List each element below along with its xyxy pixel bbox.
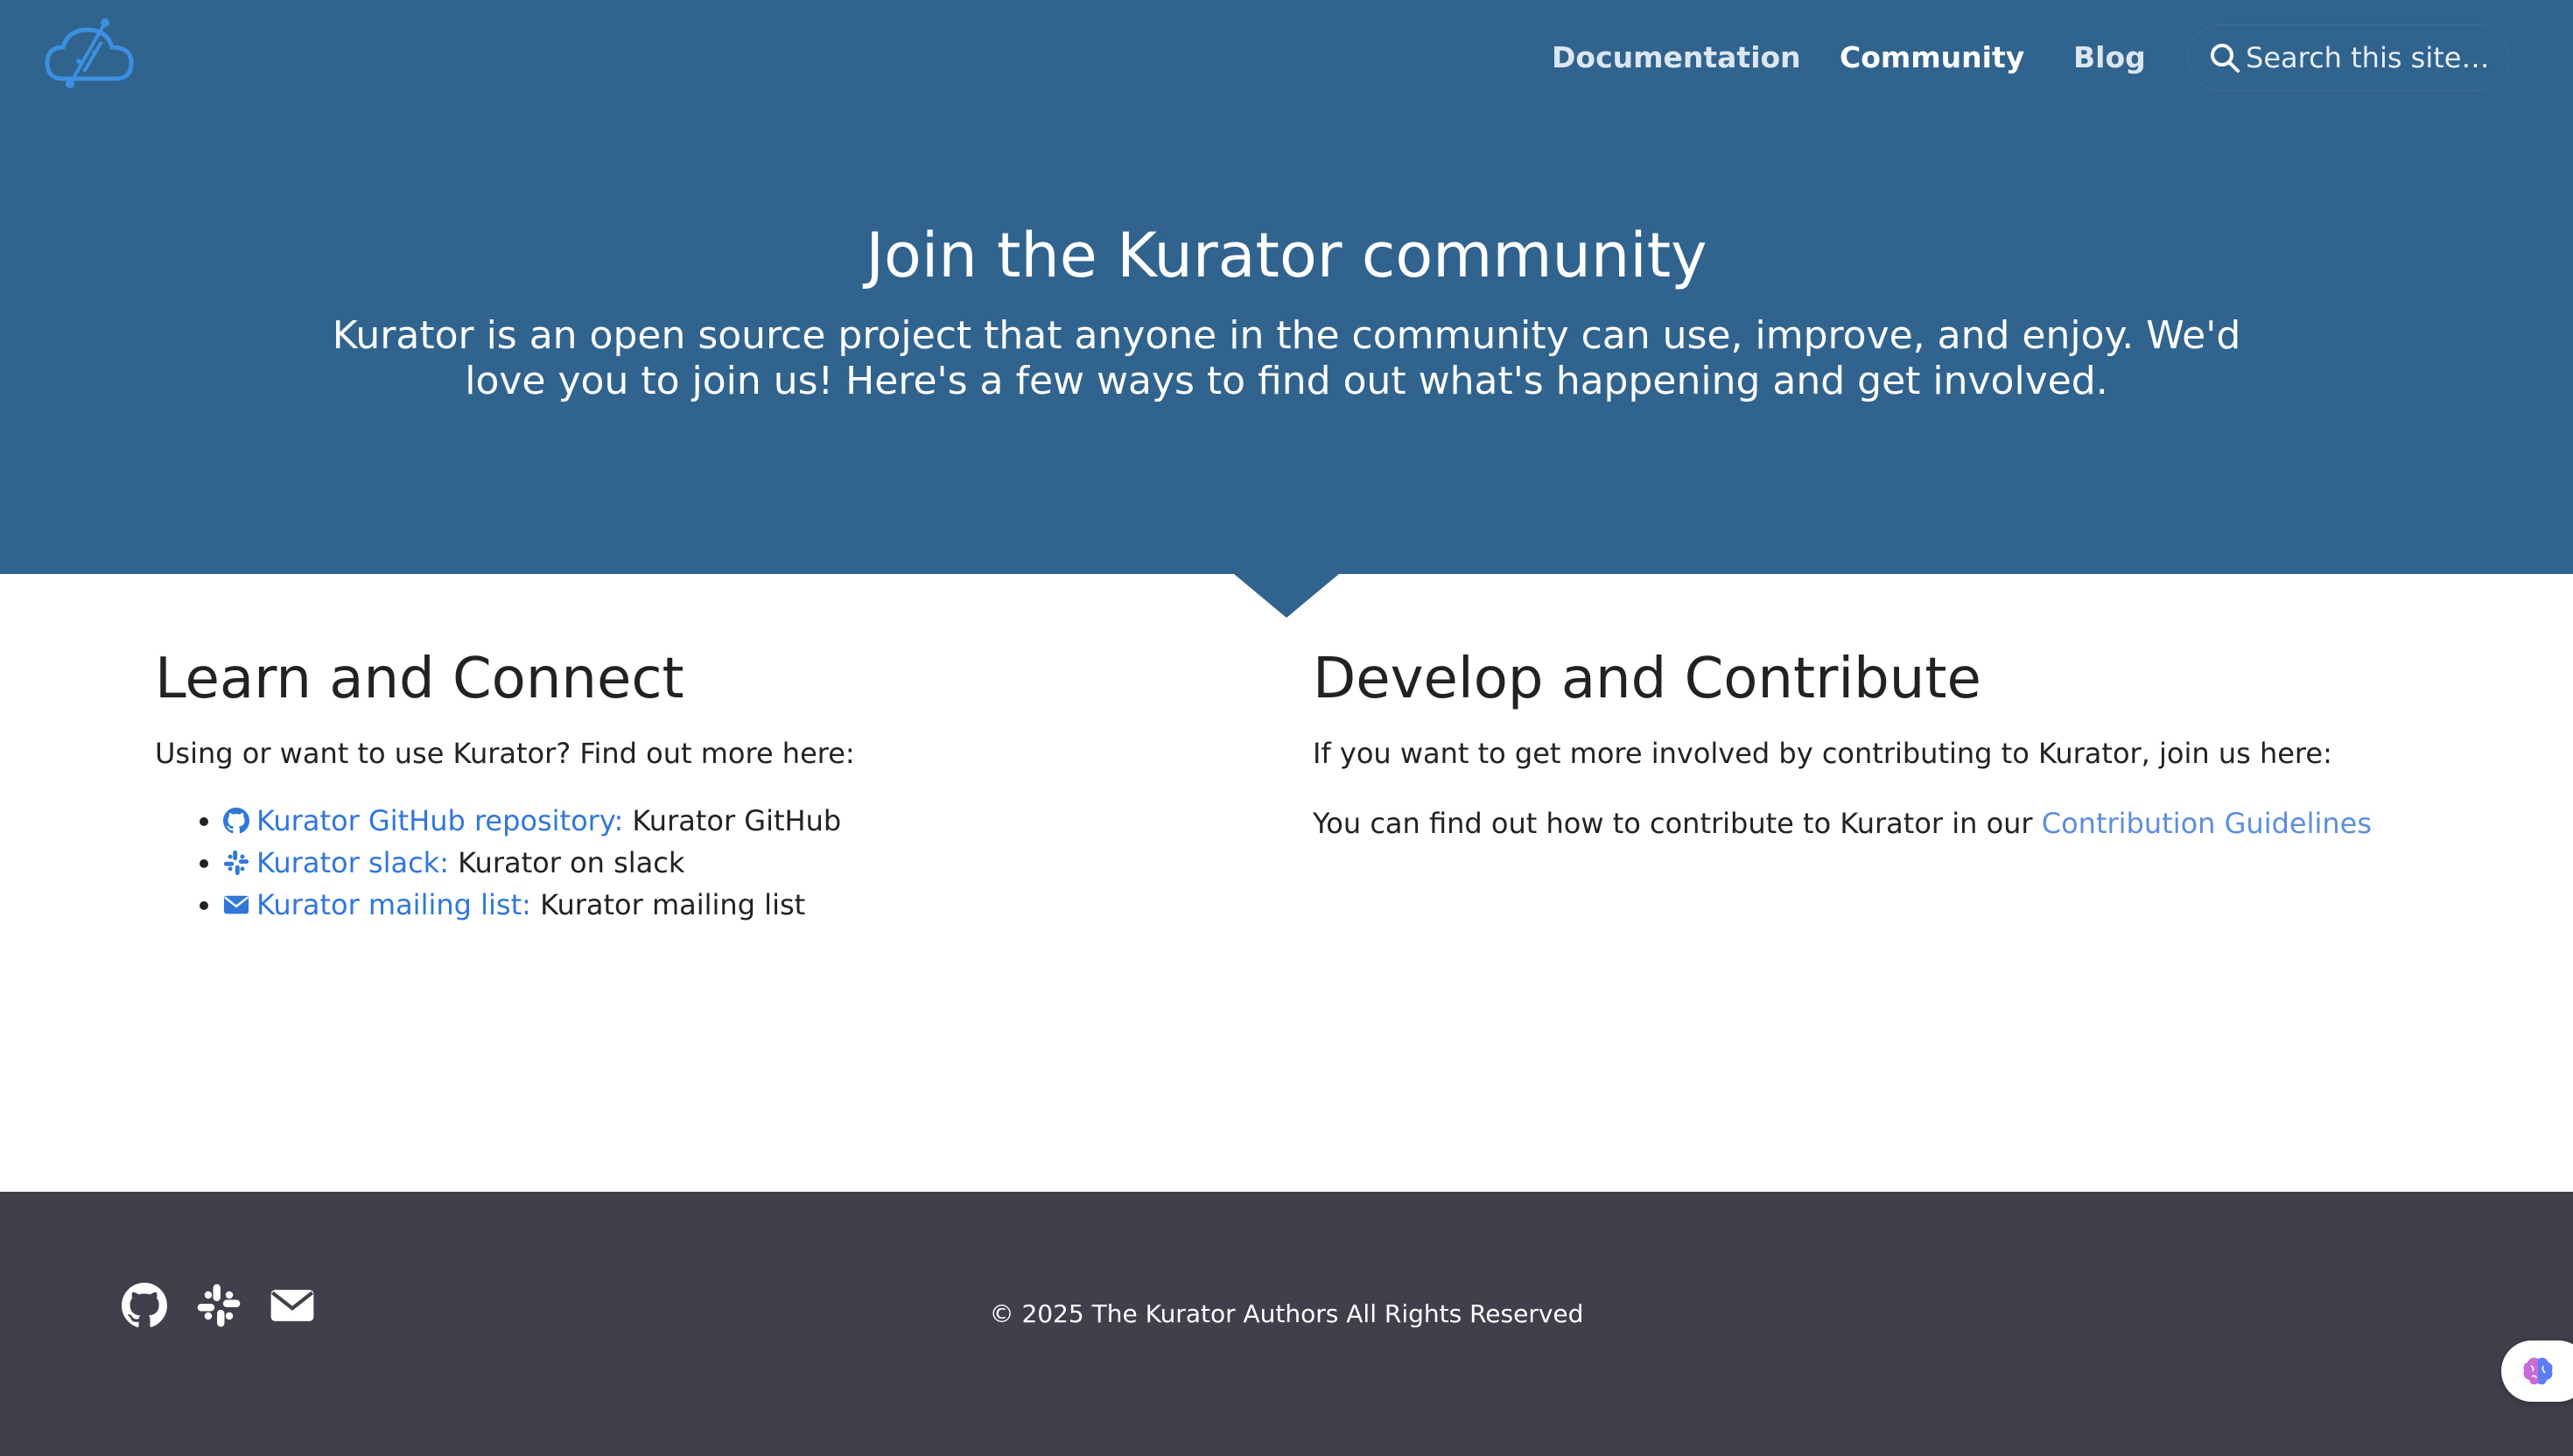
- slack-link-desc: Kurator on slack: [448, 846, 685, 879]
- hero-section: [0, 116, 2573, 574]
- mailing-list-link-label: Kurator mailing list:: [256, 888, 531, 921]
- list-item: [223, 884, 1258, 926]
- page-title: Join the Kurator community: [866, 220, 1707, 291]
- slack-link-label: Kurator slack:: [256, 846, 449, 879]
- contribution-text: You can find out how to contribute to Kurator in our: [1313, 807, 2042, 840]
- site-search[interactable]: [2188, 24, 2510, 91]
- develop-and-contribute-section: [1313, 640, 2415, 844]
- learn-and-connect-section: [155, 640, 1258, 926]
- nav-documentation[interactable]: Documentation: [1552, 40, 1801, 74]
- community-links-list: [155, 800, 1258, 926]
- github-link-desc: Kurator GitHub: [623, 804, 842, 837]
- learn-intro: Using or want to use Kurator? Find out more here:: [155, 737, 855, 770]
- github-link-label: Kurator GitHub repository:: [256, 804, 624, 837]
- list-item: [223, 842, 1258, 884]
- search-input[interactable]: [2246, 35, 2499, 80]
- mailing-list-link[interactable]: [223, 888, 531, 921]
- copyright-text: © 2025 The Kurator Authors All Rights Reserved: [989, 1299, 1584, 1328]
- develop-heading: Develop and Contribute: [1313, 647, 1981, 711]
- top-navbar: [0, 0, 2573, 116]
- site-footer: [0, 1192, 2573, 1456]
- contribution-paragraph: [1313, 803, 2415, 844]
- learn-heading: Learn and Connect: [155, 647, 684, 711]
- nav-community[interactable]: Community: [1840, 40, 2025, 74]
- floating-assistant-button[interactable]: [2501, 1340, 2573, 1402]
- kurator-cloud-logo-icon[interactable]: [44, 18, 135, 91]
- list-item: [223, 800, 1258, 842]
- hero-subtitle: Kurator is an open source project that anyone in the community can use, improve, and enjoy. We'd love you to join us! Here's a few ways to find out what's happening and get involved.: [332, 313, 2241, 403]
- slack-icon: [223, 850, 249, 876]
- search-icon: [2209, 42, 2240, 74]
- contribution-guidelines-link[interactable]: Contribution Guidelines: [2041, 807, 2372, 840]
- mailing-list-link-desc: Kurator mailing list: [530, 888, 806, 921]
- develop-intro: If you want to get more involved by contributing to Kurator, join us here:: [1313, 737, 2332, 770]
- github-icon: [223, 808, 249, 834]
- hero-arrow: [1234, 574, 1339, 618]
- brain-icon: [2520, 1354, 2555, 1389]
- envelope-icon: [223, 892, 249, 918]
- slack-link[interactable]: [223, 846, 449, 879]
- nav-blog[interactable]: Blog: [2073, 40, 2146, 74]
- github-repo-link[interactable]: [223, 804, 623, 837]
